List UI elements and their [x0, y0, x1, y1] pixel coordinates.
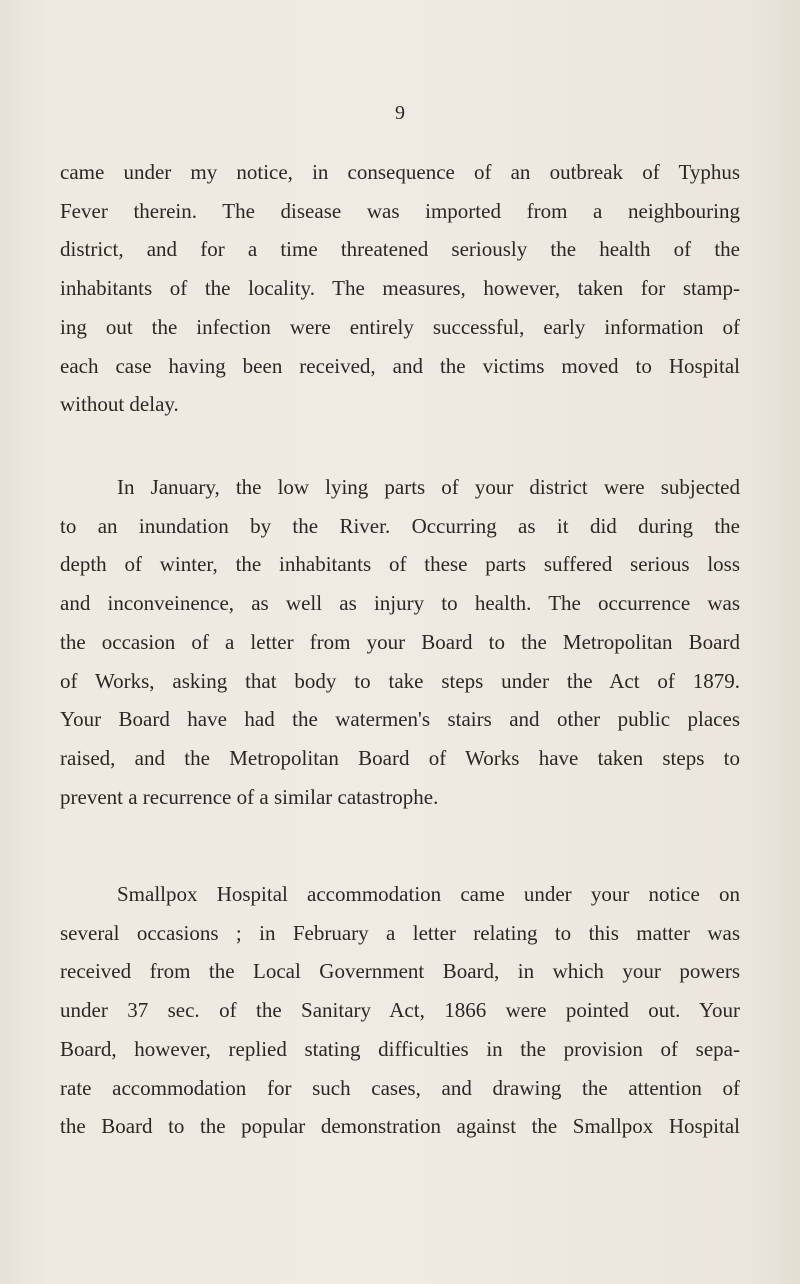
text-line: each case having been received, and the victims moved to Hospital: [60, 353, 740, 378]
text-line: without delay.: [60, 392, 179, 417]
paragraph-river-inundation: [60, 468, 740, 816]
text-line: district, and for a time threatened seriously the health of the: [60, 237, 740, 262]
text-line: raised, and the Metropolitan Board of Works have taken steps to: [60, 745, 740, 770]
text-line: of Works, asking that body to take steps under the Act of 1879.: [60, 668, 740, 693]
text-line: the occasion of a letter from your Board to the Metropolitan Board: [60, 629, 740, 654]
text-line: prevent a recurrence of a similar catastrophe.: [60, 784, 439, 809]
text-line: depth of winter, the inhabitants of these parts suffered serious loss: [60, 552, 740, 577]
text-line: In January, the low lying parts of your district were subjected: [117, 475, 740, 499]
page-number: 9: [395, 102, 405, 124]
text-line: Board, however, replied stating difficulties in the provision of sepa-: [60, 1036, 740, 1061]
text-line: and inconveinence, as well as injury to health. The occurrence was: [60, 591, 740, 616]
text-line: ing out the infection were entirely successful, early information of: [60, 314, 740, 339]
text-line: rate accommodation for such cases, and drawing the attention of: [60, 1075, 740, 1100]
text-line: Smallpox Hospital accommodation came under your notice on: [117, 882, 740, 906]
text-line: received from the Local Government Board, in which your powers: [60, 959, 740, 984]
paragraph-smallpox-hospital: [60, 875, 740, 1146]
text-line: the Board to the popular demonstration against the Smallpox Hospital: [60, 1114, 740, 1139]
text-line: to an inundation by the River. Occurring as it did during the: [60, 513, 740, 538]
text-line: Fever therein. The disease was imported from a neighbouring: [60, 198, 740, 223]
text-line: under 37 sec. of the Sanitary Act, 1866 were pointed out. Your: [60, 998, 740, 1023]
text-line: Your Board have had the watermen's stairs and other public places: [60, 707, 740, 732]
text-line: several occasions ; in February a letter relating to this matter was: [60, 920, 740, 945]
text-line: inhabitants of the locality. The measures, however, taken for stamp-: [60, 276, 740, 301]
paragraph-typhus-outbreak: [60, 153, 740, 424]
text-line: came under my notice, in consequence of an outbreak of Typhus: [60, 160, 740, 184]
